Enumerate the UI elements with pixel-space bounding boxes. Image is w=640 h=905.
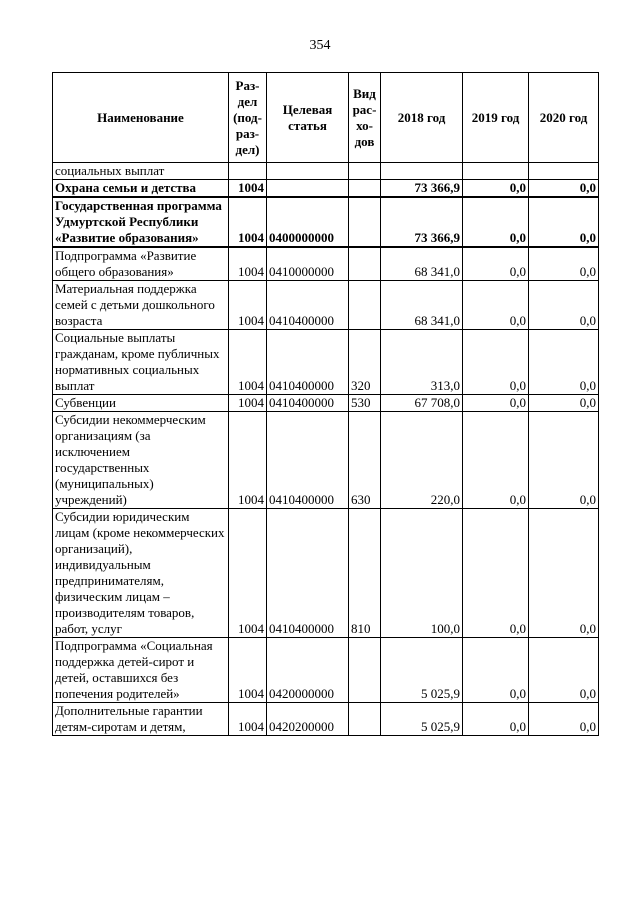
- row-target: 0410000000: [267, 247, 349, 281]
- row-2020: 0,0: [529, 247, 599, 281]
- table-row: [53, 395, 599, 412]
- table-row: [53, 180, 599, 198]
- row-target: 0410400000: [267, 509, 349, 638]
- row-2018: 73 366,9: [381, 197, 463, 247]
- table-row: [53, 163, 599, 180]
- row-target: 0400000000: [267, 197, 349, 247]
- row-name: Подпрограмма «Социальная поддержка детей-сирот и детей, оставшихся без попечения родителей»: [53, 638, 229, 703]
- row-section: 1004: [229, 638, 267, 703]
- page-number: 354: [309, 38, 331, 53]
- row-section: 1004: [229, 395, 267, 412]
- row-section: 1004: [229, 180, 267, 198]
- table-row: [53, 412, 599, 509]
- row-2020: 0,0: [529, 509, 599, 638]
- row-2018: 73 366,9: [381, 180, 463, 198]
- header-section: Раз- дел (под- раз- дел): [229, 73, 267, 163]
- row-2020: 0,0: [529, 703, 599, 736]
- row-vid: [349, 281, 381, 330]
- row-2019: 0,0: [463, 197, 529, 247]
- row-vid: [349, 180, 381, 198]
- row-vid: 810: [349, 509, 381, 638]
- header-target: Целевая статья: [267, 73, 349, 163]
- header-vid: Вид рас- хо- дов: [349, 73, 381, 163]
- row-name: социальных выплат: [53, 163, 229, 180]
- row-section: 1004: [229, 703, 267, 736]
- row-target: 0410400000: [267, 395, 349, 412]
- row-2019: 0,0: [463, 412, 529, 509]
- row-2018: 67 708,0: [381, 395, 463, 412]
- row-2018: [381, 163, 463, 180]
- row-section: 1004: [229, 509, 267, 638]
- row-name: Материальная поддержка семей с детьми дошкольного возраста: [53, 281, 229, 330]
- row-section: 1004: [229, 330, 267, 395]
- row-2019: 0,0: [463, 703, 529, 736]
- row-vid: [349, 638, 381, 703]
- row-2019: [463, 163, 529, 180]
- row-2019: 0,0: [463, 509, 529, 638]
- table-header-row: [53, 73, 599, 163]
- row-section: 1004: [229, 281, 267, 330]
- row-2018: 5 025,9: [381, 703, 463, 736]
- budget-table: [52, 72, 599, 736]
- row-section: 1004: [229, 197, 267, 247]
- table-row: [53, 703, 599, 736]
- row-vid: [349, 197, 381, 247]
- table-row: [53, 638, 599, 703]
- row-name: Субсидии юридическим лицам (кроме некоммерческих организаций), индивидуальным предпринимателям, физическим лицам – производителям товаров, работ, услуг: [53, 509, 229, 638]
- table-row: [53, 281, 599, 330]
- row-vid: [349, 247, 381, 281]
- row-name: Социальные выплаты гражданам, кроме публичных нормативных социальных выплат: [53, 330, 229, 395]
- table-row: [53, 330, 599, 395]
- header-2020: 2020 год: [529, 73, 599, 163]
- row-2018: 100,0: [381, 509, 463, 638]
- row-target: 0420000000: [267, 638, 349, 703]
- row-target: 0420200000: [267, 703, 349, 736]
- row-target: [267, 163, 349, 180]
- row-2018: 68 341,0: [381, 247, 463, 281]
- row-vid: 320: [349, 330, 381, 395]
- row-target: [267, 180, 349, 198]
- row-section: 1004: [229, 412, 267, 509]
- row-2018: 220,0: [381, 412, 463, 509]
- row-name: Государственная программа Удмуртской Республики «Развитие образования»: [53, 197, 229, 247]
- row-2020: 0,0: [529, 197, 599, 247]
- row-2019: 0,0: [463, 638, 529, 703]
- row-target: 0410400000: [267, 330, 349, 395]
- table-row: [53, 197, 599, 247]
- row-2019: 0,0: [463, 247, 529, 281]
- row-vid: 530: [349, 395, 381, 412]
- row-2020: 0,0: [529, 180, 599, 198]
- table-row: [53, 509, 599, 638]
- row-2019: 0,0: [463, 180, 529, 198]
- row-name: Субсидии некоммерческим организациям (за исключением государственных (муниципальных) учреждений): [53, 412, 229, 509]
- row-target: 0410400000: [267, 281, 349, 330]
- header-name: Наименование: [53, 73, 229, 163]
- row-2020: [529, 163, 599, 180]
- table-row: [53, 247, 599, 281]
- row-2020: 0,0: [529, 395, 599, 412]
- header-2018: 2018 год: [381, 73, 463, 163]
- row-vid: [349, 163, 381, 180]
- row-2020: 0,0: [529, 638, 599, 703]
- row-name: Охрана семьи и детства: [53, 180, 229, 198]
- row-2020: 0,0: [529, 412, 599, 509]
- row-2020: 0,0: [529, 330, 599, 395]
- row-2018: 313,0: [381, 330, 463, 395]
- row-name: Субвенции: [53, 395, 229, 412]
- row-section: [229, 163, 267, 180]
- row-section: 1004: [229, 247, 267, 281]
- row-2020: 0,0: [529, 281, 599, 330]
- row-vid: [349, 703, 381, 736]
- row-2019: 0,0: [463, 281, 529, 330]
- row-name: Подпрограмма «Развитие общего образования»: [53, 247, 229, 281]
- row-2019: 0,0: [463, 330, 529, 395]
- row-target: 0410400000: [267, 412, 349, 509]
- header-2019: 2019 год: [463, 73, 529, 163]
- row-2018: 5 025,9: [381, 638, 463, 703]
- row-2018: 68 341,0: [381, 281, 463, 330]
- row-2019: 0,0: [463, 395, 529, 412]
- row-name: Дополнительные гарантии детям-сиротам и детям,: [53, 703, 229, 736]
- row-vid: 630: [349, 412, 381, 509]
